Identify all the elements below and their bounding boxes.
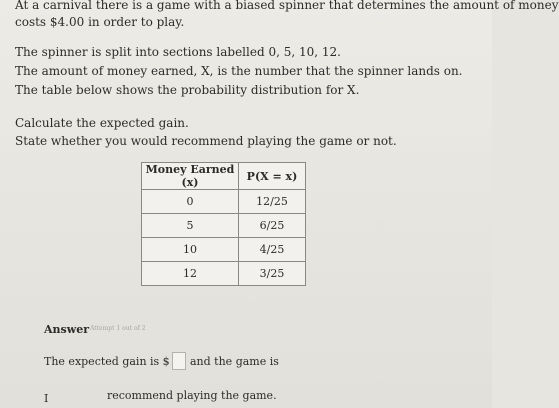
attempt-counter: Attempt 1 out of 2 — [90, 325, 146, 332]
table-cell-money: 5 — [142, 214, 239, 238]
table-cell-probability: 3/25 — [239, 262, 306, 286]
column-header-probability: P(X = x) — [239, 163, 306, 190]
question-text-line-1: At a carnival there is a game with a biased spinner that determines the amount of money — [15, 0, 559, 12]
question-text-line-5: The table below shows the probability distribution for X. — [15, 83, 360, 97]
answer-label: Answer — [44, 323, 89, 336]
expected-gain-prefix: The expected gain is $ — [44, 355, 170, 368]
table-header-row — [142, 163, 306, 190]
question-instruction-1: Calculate the expected gain. — [15, 116, 189, 130]
question-text-line-4: The amount of money earned, X, is the number that the spinner lands on. — [15, 64, 463, 78]
table-cell-money: 0 — [142, 190, 239, 214]
text-cursor-icon: I — [44, 392, 49, 405]
table-row — [142, 214, 306, 238]
question-text-line-3: The spinner is split into sections labelled 0, 5, 10, 12. — [15, 45, 341, 59]
table-cell-probability: 4/25 — [239, 238, 306, 262]
probability-table — [141, 162, 306, 286]
table-row — [142, 238, 306, 262]
table-cell-money: 12 — [142, 262, 239, 286]
table-row — [142, 262, 306, 286]
question-instruction-2: State whether you would recommend playing the game or not. — [15, 134, 397, 148]
expected-gain-suffix: and the game is — [190, 355, 279, 368]
column-header-money: Money Earned (x) — [142, 163, 239, 190]
table-row — [142, 190, 306, 214]
table-cell-probability: 12/25 — [239, 190, 306, 214]
question-text-line-2: costs $4.00 in order to play. — [15, 15, 185, 29]
recommendation-text: recommend playing the game. — [107, 389, 277, 402]
table-cell-money: 10 — [142, 238, 239, 262]
expected-gain-input[interactable] — [172, 352, 186, 370]
recommendation-dropdown[interactable] — [57, 385, 103, 403]
table-cell-probability: 6/25 — [239, 214, 306, 238]
